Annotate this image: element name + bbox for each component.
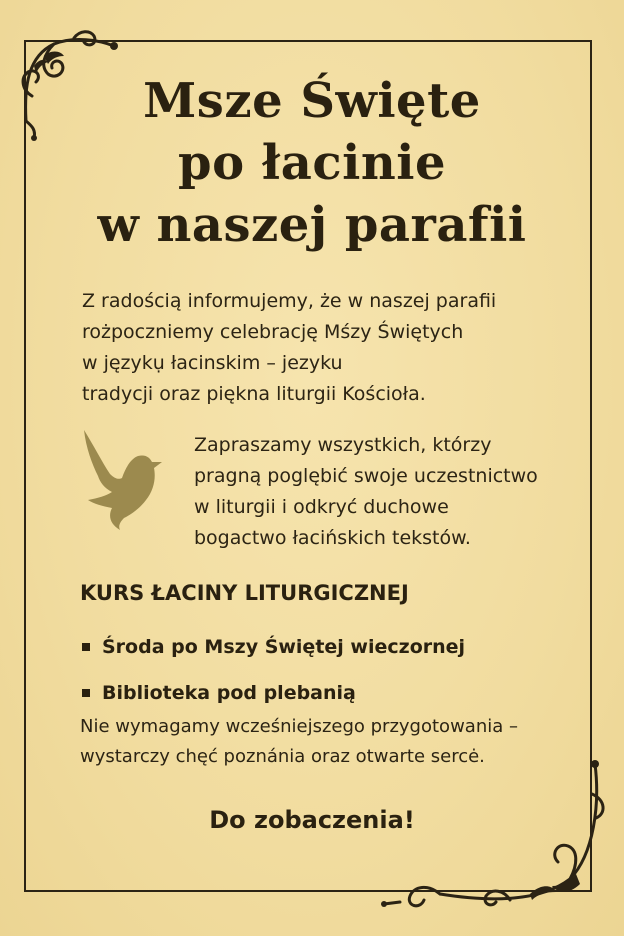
intro-line: rożpoczniemy celebrację Mśzy Świętych [82, 321, 464, 343]
bullet-square-icon [82, 689, 90, 697]
course-details-list [82, 624, 562, 716]
list-item-text: Biblioteka pod plebanią [102, 682, 356, 704]
closing-line: wystarczy chęć poznánia oraz otwarte sercė. [80, 746, 485, 767]
page-title-line-1: Msze Święte [143, 73, 481, 129]
intro-line: tradycji oraz piękna liturgii Kościoła. [82, 383, 426, 405]
bullet-square-icon [82, 643, 90, 651]
list-item-text: Środa po Mszy Świętej wieczornej [102, 636, 466, 658]
intro-paragraph [82, 286, 552, 410]
invite-line: pragną poglębić swoje uczestnictwo [194, 465, 538, 487]
intro-line: Z radością informujemy, że w naszej parafii [82, 290, 497, 312]
farewell-text: Do zobaczenia! [209, 806, 415, 834]
invite-line: w liturgii i odkryć duchowe [194, 496, 449, 518]
course-heading: KURS ŁACINY LITURGICZNEJ [80, 581, 409, 605]
closing-paragraph [80, 712, 600, 772]
dove-icon [80, 428, 166, 530]
list-item [82, 624, 562, 670]
page-title-line-2: po łacinie [178, 135, 446, 191]
intro-line: w językụ łacinskim – jezyku [82, 352, 343, 374]
invite-line: bogactwo łacińskich tekstów. [194, 527, 471, 549]
list-item [82, 670, 562, 716]
invitation-paragraph [194, 430, 594, 554]
invite-line: Zapraszamy wszystkich, którzy [194, 434, 492, 456]
closing-line: Nie wymagamy wcześniejszego przygotowania – [80, 716, 518, 737]
page-title-line-3: w naszej parafii [97, 197, 527, 253]
